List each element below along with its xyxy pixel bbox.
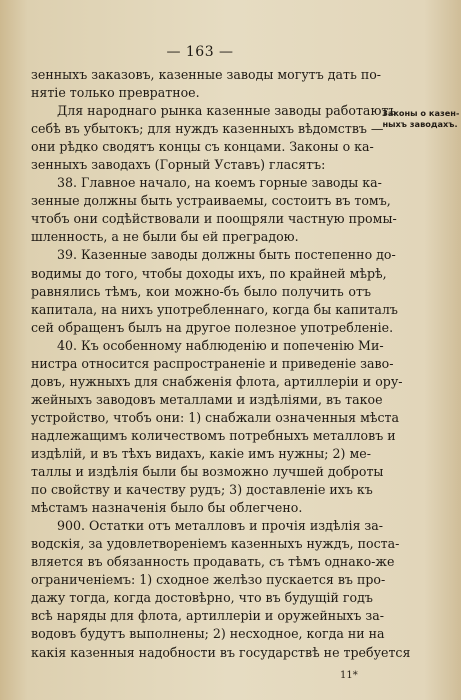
- text-line: устройство, чтобъ они: 1) снабжали означенныя мѣста: [31, 409, 400, 425]
- text-line: шленность, а не были бы ей преградою.: [31, 229, 299, 245]
- text-line: 39. Казенные заводы должны быть постепенно до-: [57, 247, 396, 263]
- text-line: сей обращенъ былъ на другое полезное употребленіе.: [31, 319, 394, 335]
- text-line: капитала, на нихъ употребленнаго, когда бы капиталъ: [31, 301, 398, 317]
- text-line: вляется въ обязанность продавать, съ тѣмъ однако-же: [31, 554, 395, 570]
- margin-note: [382, 108, 458, 130]
- text-line: всѣ наряды для флота, артиллеріи и оружейныхъ за-: [31, 608, 384, 624]
- text-line: Для народнаго рынка казенные заводы работаютъ: [57, 103, 397, 119]
- text-line: таллы и издѣлія были бы возможно лучшей доброты: [31, 464, 384, 480]
- text-line: чтобъ они содѣйствовали и поощряли частную промы-: [31, 211, 397, 227]
- text-line: нятіе только превратное.: [31, 85, 200, 101]
- text-line: себѣ въ убытокъ; для нуждъ казенныхъ вѣдомствъ —: [31, 121, 384, 137]
- text-line: водскія, за удовлетвореніемъ казенныхъ нуждъ, поста-: [31, 536, 400, 552]
- text-line: какія казенныя надобности въ государствѣ не требуется: [31, 644, 411, 660]
- signature-mark: 11*: [340, 670, 358, 681]
- margin-note-line: Законы о казен-: [382, 108, 460, 118]
- text-line: нистра относится распространеніе и приведеніе заво-: [31, 355, 394, 371]
- text-line: издѣлій, и въ тѣхъ видахъ, какіе имъ нужны; 2) ме-: [31, 445, 371, 461]
- text-line: зенныхъ заказовъ, казенные заводы могутъ дать по-: [31, 67, 382, 82]
- text-line: 38. Главное начало, на коемъ горные заводы ка-: [57, 175, 382, 191]
- text-line: водимы до того, чтобы доходы ихъ, по крайней мѣрѣ,: [31, 265, 387, 281]
- page-number: — 163 —: [166, 44, 234, 60]
- text-line: по свойству и качеству рудъ; 3) доставленіе ихъ къ: [31, 482, 373, 498]
- text-line: надлежащимъ количествомъ потребныхъ металловъ и: [31, 427, 396, 443]
- text-line: водовъ будутъ выполнены; 2) несходное, когда ни на: [31, 626, 385, 642]
- text-line: зенныхъ заводахъ (Горный Уставъ) гласятъ:: [31, 157, 326, 173]
- text-line: дажу тогда, когда достовѣрно, что въ будущій годъ: [31, 590, 373, 606]
- text-line: ограниченіемъ: 1) сходное желѣзо пускается въ про-: [31, 572, 386, 588]
- text-line: мѣстамъ назначенія было бы облегчено.: [31, 500, 303, 516]
- text-line: они рѣдко сводятъ концы съ концами. Законы о ка-: [31, 139, 374, 155]
- text-line: довъ, нужныхъ для снабженія флота, артиллеріи и ору-: [31, 373, 403, 389]
- body-text: [31, 66, 411, 662]
- text-line: 40. Къ особенному наблюденію и попеченію Ми-: [57, 337, 384, 353]
- text-line: зенные должны быть устраиваемы, состоитъ въ томъ,: [31, 193, 391, 209]
- text-line: жейныхъ заводовъ металлами и издѣліями, въ такое: [31, 391, 383, 407]
- text-line: равнялись тѣмъ, кои можно-бъ было получить отъ: [31, 283, 371, 299]
- margin-note-line: ныхъ заводахъ.: [382, 119, 458, 129]
- text-line: 900. Остатки отъ металловъ и прочія издѣлія за-: [57, 518, 384, 534]
